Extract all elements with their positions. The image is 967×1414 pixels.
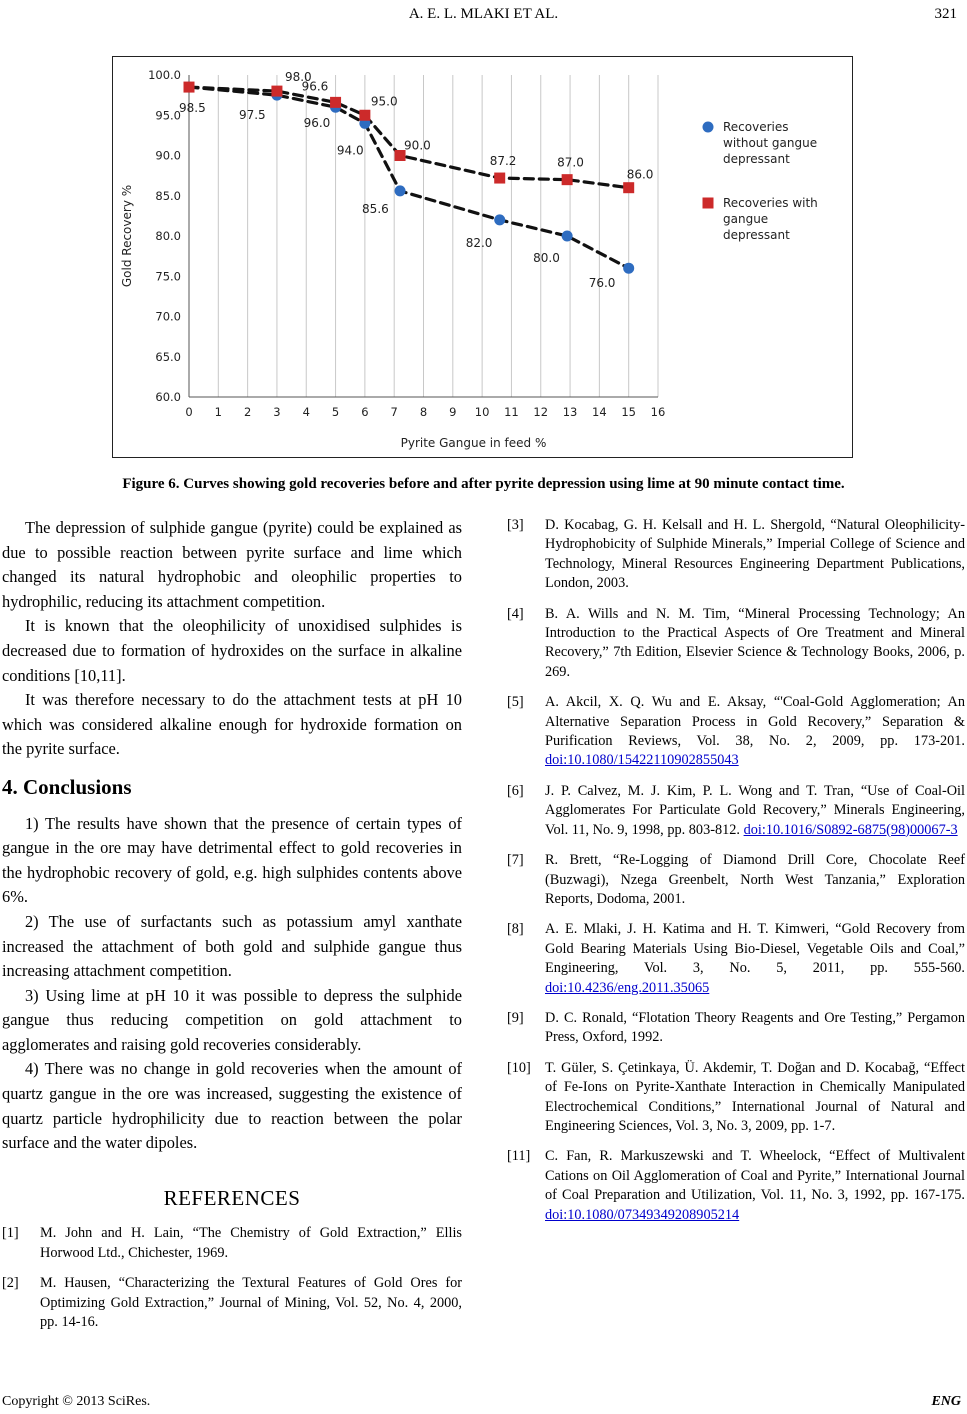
reference-text: M. John and H. Lain, “The Chemistry of Gold Extraction,” Ellis Horwood Ltd., Chichester, 1969.	[40, 1225, 462, 1261]
running-header	[0, 6, 967, 28]
legend-label: depressant	[723, 228, 790, 242]
doi-link[interactable]: doi:10.1080/15422110902855043	[545, 752, 739, 769]
x-tick-label: 12	[533, 405, 549, 419]
data-point-square	[330, 97, 341, 108]
data-label: 95.0	[370, 94, 398, 109]
reference-number: [7]	[507, 852, 524, 869]
legend-label: gangue	[723, 212, 769, 226]
reference-number: [9]	[507, 1009, 524, 1026]
body-paragraph: The depression of sulphide gangue (pyrite) could be explained as due to possible reaction between pyrite surface and lime which changed its natural hydrophobic and oleophilic properties to hydrophilic, reducing its attachment competition.	[2, 518, 462, 611]
data-point-circle	[395, 185, 406, 196]
reference-text: B. A. Wills and N. M. Tim, “Mineral Processing Technology; An Introduction to the Practical Aspects of Ore Treatment and Mineral Recovery,” 7th Edition, Elsevier Science & Technology Books, 2006, p. 269.	[545, 605, 965, 680]
reference-text: M. Hausen, “Characterizing the Textural Features of Gold Ores for Optimizing Gold Extraction,” Journal of Mining, Vol. 52, No. 4, 2000, pp. 14-16.	[40, 1275, 462, 1331]
data-point-square	[271, 86, 282, 97]
x-tick-label: 0	[185, 405, 193, 419]
x-tick-label: 15	[621, 405, 637, 419]
figure-caption: Figure 6. Curves showing gold recoveries before and after pyrite depression using lime at 90 minute contact time.	[122, 476, 845, 492]
reference-item	[507, 605, 965, 683]
conclusion-item: 1) The results have shown that the presence of certain types of gangue in the ore may have detrimental effect to gold recoveries in the hydrophobic recovery of gold, e.g. high sulphides contents above 6%.	[2, 813, 462, 907]
x-tick-label: 13	[562, 405, 578, 419]
conclusion-item: 2) The use of surfactants such as potassium amyl xanthate increased the attachment of both gold and sulphide gangue thus increasing attachment competition.	[2, 911, 462, 981]
y-tick-label: 85.0	[155, 188, 181, 203]
reference-item	[507, 782, 965, 840]
data-label: 87.0	[557, 155, 584, 170]
y-tick-label: 80.0	[155, 229, 181, 243]
reference-text: D. Kocabag, G. H. Kelsall and H. L. Shergold, “Natural Oleophilicity-Hydrophobicity of Sulphide Minerals,” Imperial College of Science and Technology, Mineral Resources Engineering Department Publications, London, 2003.	[545, 517, 965, 592]
series-line	[189, 87, 629, 188]
reference-item	[507, 516, 965, 594]
data-label: 85.6	[362, 201, 389, 216]
data-point-square	[623, 182, 634, 193]
reference-item	[507, 920, 965, 998]
reference-number: [10]	[507, 1059, 531, 1076]
data-label: 87.2	[489, 154, 517, 169]
y-axis-title: Gold Recovery %	[120, 184, 134, 288]
reference-text: A. E. Mlaki, J. H. Katima and H. T. Kimweri, “Gold Recovery from Gold Bearing Materials Using Bio-Diesel, Vegetable Oils and Coal,” Engineering, Vol. 3, No. 5, 2011, pp. 555-560.	[545, 921, 965, 977]
x-tick-label: 7	[390, 405, 398, 419]
data-label: 82.0	[465, 235, 493, 250]
reference-text: A. Akcil, X. Q. Wu and E. Aksay, “'Coal-Gold Agglomeration; An Alternative Separation Process in Gold Recovery,” Separation & Purification Reviews, Vol. 38, No. 2, 2009, pp. 173-201.	[545, 694, 965, 750]
reference-number: [2]	[2, 1275, 19, 1292]
data-label: 96.0	[303, 116, 331, 131]
y-tick-label: 75.0	[155, 269, 181, 284]
x-tick-label: 11	[504, 405, 519, 419]
data-label: 96.6	[301, 79, 329, 94]
data-point-circle	[623, 263, 634, 274]
data-label: 98.0	[284, 70, 312, 85]
y-tick-label: 70.0	[155, 309, 181, 324]
data-label: 80.0	[533, 251, 560, 265]
reference-item	[2, 1224, 462, 1263]
legend-label: Recoveries with	[723, 196, 818, 210]
reference-text: D. C. Ronald, “Flotation Theory Reagents and Ore Testing,” Pergamon Press, Oxford, 1992.	[545, 1009, 965, 1046]
doi-link[interactable]: doi:10.4236/eng.2011.35065	[545, 979, 710, 996]
reference-number: [6]	[507, 782, 524, 799]
legend-label: without gangue	[723, 136, 818, 150]
x-tick-label: 1	[214, 405, 222, 419]
x-tick-label: 14	[592, 405, 607, 419]
chart-svg	[113, 57, 852, 457]
body-paragraph: It is known that the oleophilicity of unoxidised sulphides is decreased due to formation of hydroxides on the surface in alkaline conditions [10,11].	[2, 616, 462, 685]
data-point-square	[184, 82, 195, 93]
legend-label: Recoveries	[723, 120, 789, 134]
section-title: 4. Conclusions	[2, 774, 132, 799]
data-point-square	[359, 110, 370, 121]
x-axis-title: Pyrite Gangue in feed %	[400, 436, 547, 450]
data-label: 97.5	[238, 108, 266, 123]
data-point-square	[562, 174, 573, 185]
reference-number: [11]	[507, 1148, 531, 1165]
reference-item	[507, 1009, 965, 1048]
y-tick-label: 90.0	[155, 148, 181, 163]
reference-item	[507, 1147, 965, 1225]
doi-link[interactable]: doi:10.1080/07349349208905214	[545, 1206, 740, 1223]
reference-number: [4]	[507, 605, 524, 622]
reference-number: [8]	[507, 921, 524, 938]
x-tick-label: 8	[419, 405, 428, 419]
y-tick-label: 65.0	[155, 349, 181, 364]
conclusion-item: 3) Using lime at pH 10 it was possible to depress the sulphide gangue thus reducing competition on gold attachment to agglomerates and raising gold recoveries considerably.	[2, 985, 462, 1054]
x-tick-label: 4	[302, 405, 310, 419]
references-heading: REFERENCES	[163, 1185, 301, 1210]
copyright-notice: Copyright © 2013 SciRes.	[2, 1394, 151, 1409]
data-label: 86.0	[626, 167, 654, 182]
x-tick-label: 16	[650, 405, 666, 419]
reference-text: T. Güler, S. Çetinkaya, Ü. Akdemir, T. Doğan and D. Kocabağ, “Effect of Fe-Ions on Pyrite-Xanthate Interaction in Chemically Manipulated Electrochemical Conditions,” International Journal of Natural and Engineering Sciences, Vol. 3, No. 3, 2009, pp. 1-7.	[545, 1059, 965, 1134]
x-tick-label: 5	[331, 405, 340, 419]
reference-number: [5]	[507, 694, 524, 711]
running-title: A. E. L. MLAKI ET AL.	[408, 6, 559, 22]
legend-marker-square	[703, 198, 714, 209]
reference-number: [3]	[507, 517, 524, 533]
x-tick-label: 2	[243, 405, 252, 419]
x-tick-label: 10	[474, 405, 490, 419]
body-paragraph: It was therefore necessary to do the attachment tests at pH 10 which was considered alkaline enough for hydroxide formation on the pyrite surface.	[2, 690, 462, 759]
reference-item	[507, 851, 965, 909]
reference-item	[2, 1274, 462, 1332]
legend-label: depressant	[723, 152, 790, 166]
left-column	[2, 516, 462, 1343]
right-column	[507, 516, 965, 1236]
data-label: 94.0	[336, 143, 364, 158]
legend-marker-circle	[703, 122, 714, 133]
reference-number: [1]	[2, 1225, 19, 1242]
x-tick-label: 6	[361, 405, 369, 419]
data-label: 76.0	[588, 276, 616, 291]
y-tick-label: 95.0	[155, 108, 181, 123]
data-label: 90.0	[404, 138, 431, 153]
reference-text: C. Fan, R. Markuszewski and T. Wheelock, “Effect of Multivalent Cations on Oil Agglomeration of Coal and Pyrite,” International Journal of Coal Preparation and Utilization, Vol. 11, No. 3, 1992, pp. 167-175.	[545, 1148, 965, 1204]
reference-item	[507, 693, 965, 771]
reference-text: R. Brett, “Re-Logging of Diamond Drill Core, Chocolate Reef (Buzwagi), Nzega Greenbelt, North West Tanzania,” Exploration Reports, Dodoma, 2001.	[545, 852, 965, 907]
journal-abbrev: ENG	[931, 1394, 961, 1409]
page-number: 321	[934, 6, 957, 22]
data-label: 98.5	[179, 101, 206, 116]
data-point-circle	[494, 214, 505, 225]
x-tick-label: 3	[273, 405, 281, 419]
reference-item	[507, 1059, 965, 1137]
y-tick-label: 100.0	[148, 68, 181, 82]
y-tick-label: 60.0	[155, 390, 181, 404]
data-point-square	[494, 173, 505, 184]
figure-6-chart	[112, 56, 853, 458]
reference-text: J. P. Calvez, M. J. Kim, P. L. Wong and T. Tran, “Use of Coal-Oil Agglomerates For Particulate Gold Recovery,” Minerals Engineering, Vol. 11, No. 9, 1998, pp. 803-812.	[545, 782, 965, 838]
data-point-circle	[562, 231, 573, 242]
doi-link[interactable]: doi:10.1016/S0892-6875(98)00067-3	[743, 821, 958, 838]
conclusion-item: 4) There was no change in gold recoveries when the amount of quartz gangue in the ore was increased, suggesting the existence of quartz particle hydrophilicity due to reaction between the polar surface and the water dipoles.	[2, 1059, 462, 1153]
x-tick-label: 9	[449, 405, 457, 419]
